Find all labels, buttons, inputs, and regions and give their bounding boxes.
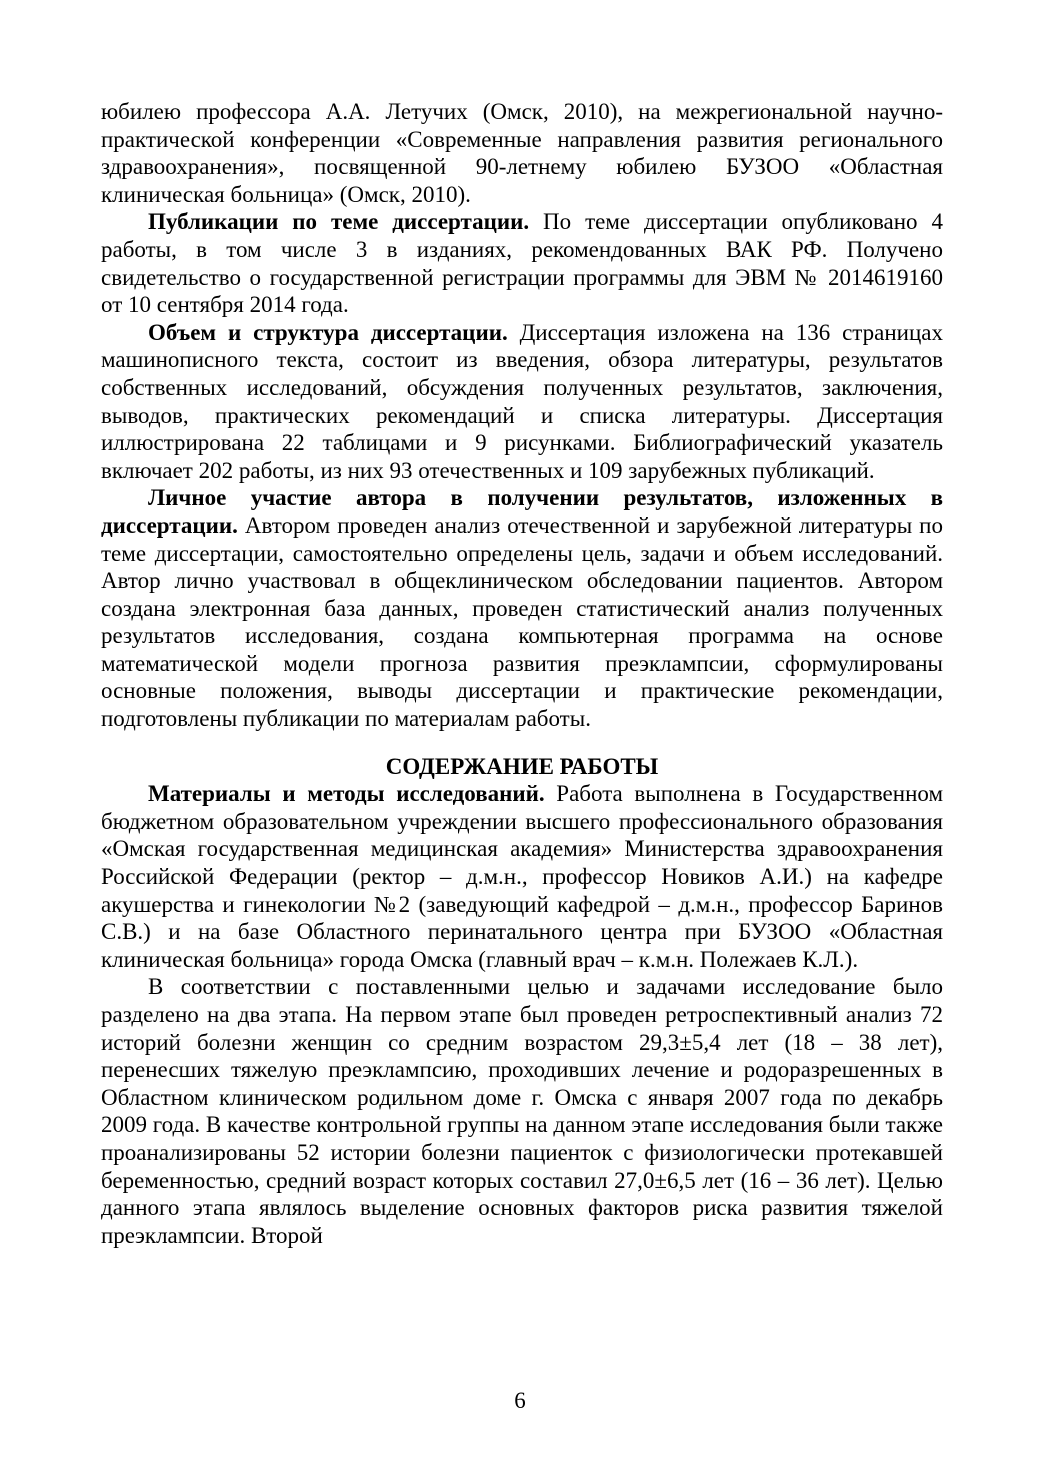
paragraph-text: юбилею профессора А.А. Летучих (Омск, 2010), на межрегиональной научно-практической конференции «Современные направления развития регионального здравоохранения», посвященной 90-летнему юбилею БУЗОО «Областная клиническая больница» (Омск, 2010).	[101, 99, 943, 207]
paragraph-publications	[101, 208, 943, 318]
paragraph-lead: Объем и структура диссертации.	[148, 319, 508, 345]
paragraph-text: По теме диссертации опубликовано 4 работы, в том числе 3 в изданиях, рекомендованных ВАК РФ. Получено свидетельство о государственной регистрации программы для ЭВМ № 2014619160 от 10 сентября 2014 года.	[101, 209, 943, 318]
paragraph-text: Работа выполнена в Государственном бюджетном образовательном учреждении высшего профессионального образования «Омская государственная медицинская академия» Министерства здравоохранения Российской Федерации (ректор – д.м.н., профессор Новиков А.И.) на кафедре акушерства и гинекологии №2 (заведующий кафедрой – д.м.н., профессор Баринов С.В.) и на базе Областного перинатального центра при БУЗОО «Областная клиническая больница» города Омска (главный врач – к.м.н. Полежаев К.Л.).	[101, 781, 943, 972]
paragraph-conferences	[101, 98, 943, 208]
paragraph-lead: Публикации по теме диссертации.	[148, 209, 530, 235]
page-number: 6	[514, 1388, 526, 1413]
paragraph-lead: Материалы и методы исследований.	[148, 781, 545, 807]
section-heading: СОДЕРЖАНИЕ РАБОТЫ	[385, 753, 659, 779]
paragraph-text: В соответствии с поставленными целью и задачами исследование было разделено на два этапа. На первом этапе был проведен ретроспективный анализ 72 историй болезни женщин со средним возрастом 29,3±5,4 лет (18 – 38 лет), перенесших тяжелую преэклампсию, проходивших лечение и родоразрешенных в Областном клиническом родильном доме г. Омска с января 2007 года по декабрь 2009 года. В качестве контрольной группы на данном этапе исследования были также проанализированы 52 истории болезни пациенток с физиологически протекавшей беременностью, средний возраст которых составил 27,0±6,5 лет (16 – 36 лет). Целью данного этапа являлось выделение основных факторов риска развития тяжелой преэклампсии. Второй	[101, 974, 943, 1248]
paragraph-study-stages	[101, 973, 943, 1249]
document-page	[101, 98, 943, 1249]
paragraph-text: Диссертация изложена на 136 страницах машинописного текста, состоит из введения, обзора литературы, результатов собственных исследований, обсуждения полученных результатов, заключения, выводов, практических рекомендаций и списка литературы. Диссертация иллюстрирована 22 таблицами и 9 рисунками. Библиографический указатель включает 202 работы, из них 93 отечественных и 109 зарубежных публикаций.	[101, 319, 943, 483]
paragraph-structure	[101, 319, 943, 485]
paragraph-materials-methods	[101, 780, 943, 973]
paragraph-lead: Личное участие автора в получении результатов, изложенных в диссертации.	[101, 485, 943, 538]
paragraph-text: Автором проведен анализ отечественной и зарубежной литературы по теме диссертации, самостоятельно определены цель, задачи и объем исследований. Автор лично участвовал в общеклиническом обследовании пациентов. Автором создана электронная база данных, проведен статистический анализ полученных результатов исследования, создана компьютерная программа на основе математической модели прогноза развития преэклампсии, сформулированы основные положения, выводы диссертации и практические рекомендации, подготовлены публикации по материалам работы.	[101, 512, 943, 732]
paragraph-personal-contribution	[101, 484, 943, 732]
